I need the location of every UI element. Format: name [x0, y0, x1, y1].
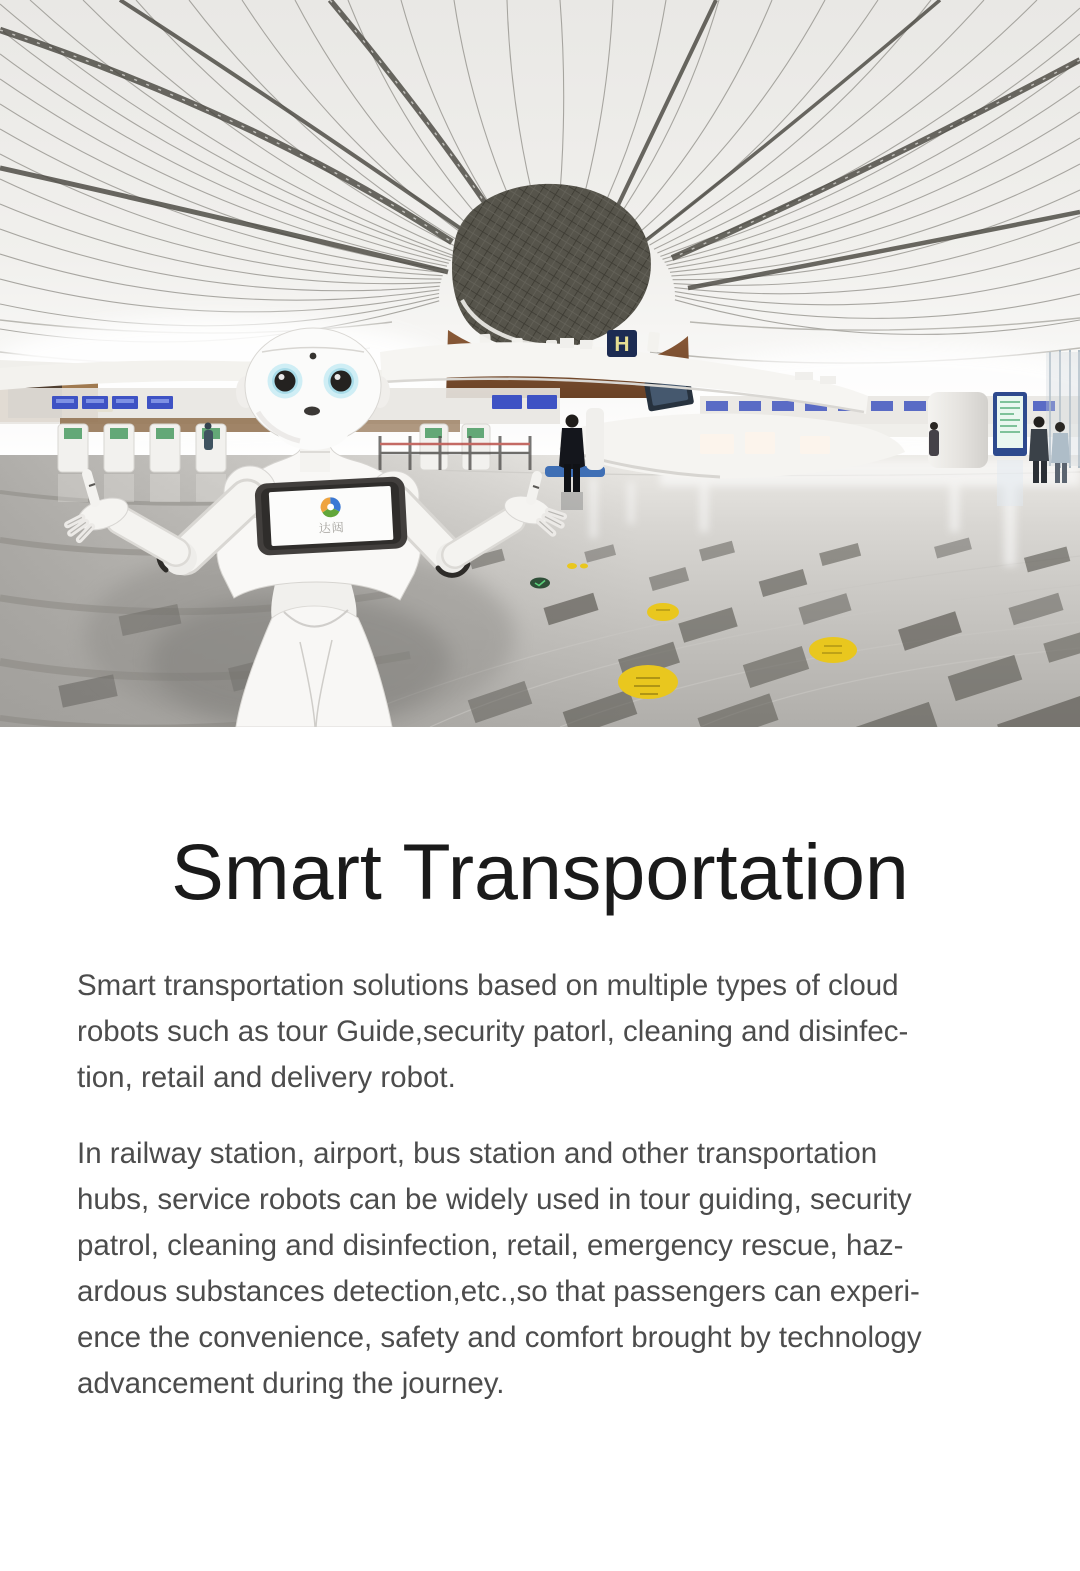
paragraph-line: robots such as tour Guide,security patorl, cleaning and disinfec-: [77, 1015, 909, 1048]
hero-photo: [0, 0, 1080, 727]
robot-left-eye: [268, 364, 303, 399]
robot-chest-tablet: [254, 476, 408, 556]
info-kiosk: [993, 392, 1027, 506]
paragraph-line: Smart transportation solutions based on multiple types of cloud: [77, 969, 899, 1002]
paragraph-line: In railway station, airport, bus station and other transportation: [77, 1137, 878, 1170]
floor-green-marker: [530, 578, 550, 589]
paragraph-1: [77, 963, 1003, 1101]
center-pillar: [586, 408, 604, 470]
page-title: Smart Transportation: [171, 827, 909, 916]
paragraph-line: patrol, cleaning and disinfection, retail, emergency rescue, haz-: [77, 1229, 904, 1262]
robot-forehead-camera: [310, 353, 317, 360]
paragraph-line: ence the convenience, safety and comfort brought by technology: [77, 1321, 922, 1354]
paragraph-line: hubs, service robots can be widely used in tour guiding, security: [77, 1183, 912, 1216]
person-center: [559, 415, 585, 511]
gate-h-sign-label: H: [614, 333, 630, 356]
body-text: [77, 963, 1003, 1407]
paragraph-line: tion, retail and delivery robot.: [77, 1061, 456, 1094]
tablet-brand-label: 达闼: [318, 520, 346, 536]
robot-right-eye: [324, 364, 359, 399]
round-pillar: [928, 392, 988, 468]
paragraph-line: ardous substances detection,etc.,so that passengers can experi-: [77, 1275, 920, 1308]
robot-mouth: [304, 407, 320, 416]
paragraph-line: advancement during the journey.: [77, 1367, 505, 1400]
paragraph-2: [77, 1131, 1003, 1407]
airport-scene-illustration: [0, 0, 1080, 727]
person-right-3: [929, 422, 939, 456]
